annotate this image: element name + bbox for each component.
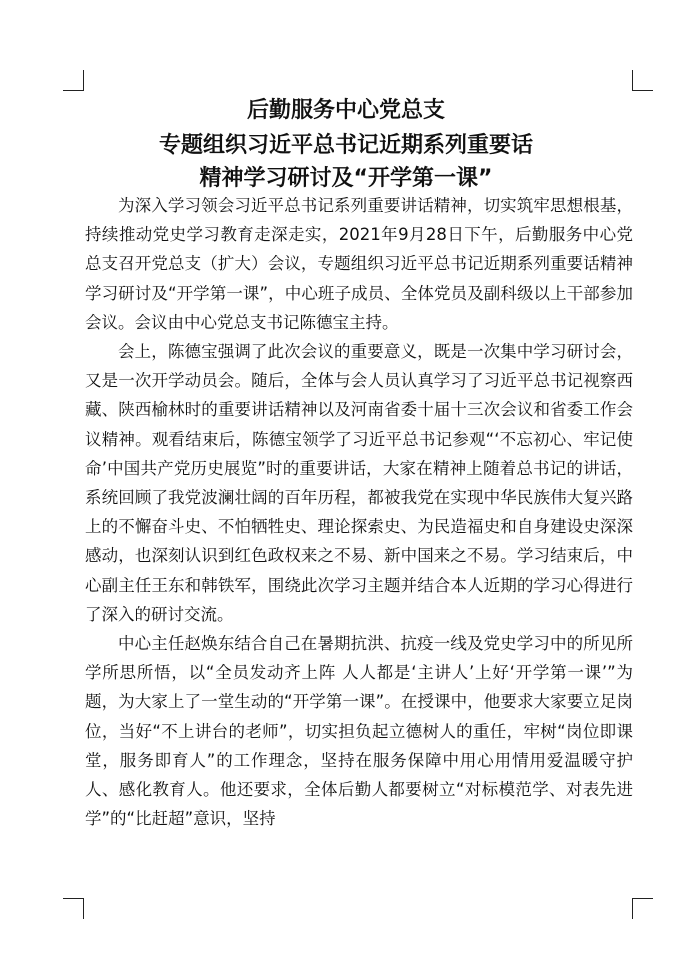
paragraph-2: 会上，陈德宝强调了此次会议的重要意义，既是一次集中学习研讨会，又是一次开学动员会。随后，全体与会人员认真学习了习近平总书记视察西藏、陕西榆林时的重要讲话精神以及河南省委十届十三次会议和省委工作会议精神。观看结束后，陈德宝领学了习近平总书记参观“‘不忘初心、牢记使命’中国共产党历史展览”时的重要讲话，大家在精神上随着总书记的讲话，系统回顾了我党波澜壮阔的百年历程，都被我党在实现中华民族伟大复兴路上的不懈奋斗史、不怕牺牲史、理论探索史、为民造福史和自身建设史深深感动，也深刻认识到红色政权来之不易、新中国来之不易。学习结束后，中心副主任王东和韩铁军，围绕此次学习主题并结合本人近期的学习心得进行了深入的研讨交流。 (85, 342, 633, 624)
document-body (85, 191, 633, 833)
crop-mark-top-left (63, 70, 84, 91)
crop-mark-bottom-right (632, 898, 653, 919)
crop-mark-top-right (632, 70, 653, 91)
paragraph-1: 为深入学习领会习近平总书记系列重要讲话精神，切实筑牢思想根基，持续推动党史学习教育走深走实，2021年9月28日下午，后勤服务中心党总支召开党总支（扩大）会议，专题组织习近平总书记近期系列重要话精神学习研讨及“开学第一课”，中心班子成员、全体党员及副科级以上干部参加会议。会议由中心党总支书记陈德宝主持。 (85, 196, 633, 332)
crop-mark-bottom-left (63, 898, 84, 919)
document-title-line-3: 精神学习研讨及“开学第一课” (199, 166, 493, 191)
paragraph-3: 中心主任赵焕东结合自己在暑期抗洪、抗疫一线及党史学习中的所见所学所思所悟，以“全员发动齐上阵 人人都是‘主讲人’上好‘开学第一课’”为题，为大家上了一堂生动的“开学第一课”。在授课中，他要求大家要立足岗位，当好“不上讲台的老师”，切实担负起立德树人的重任，牢树“岗位即课堂，服务即育人”的工作理念，坚持在服务保障中用心用情用爱温暖守护人、感化教育人。他还要求，全体后勤人都要树立“对标模范学、对表先进学”的“比赶超”意识，坚持 (85, 634, 633, 829)
document-title-line-1: 后勤服务中心党总支 (246, 98, 445, 123)
document-title-line-2: 专题组织习近平总书记近期系列重要话 (158, 133, 533, 158)
